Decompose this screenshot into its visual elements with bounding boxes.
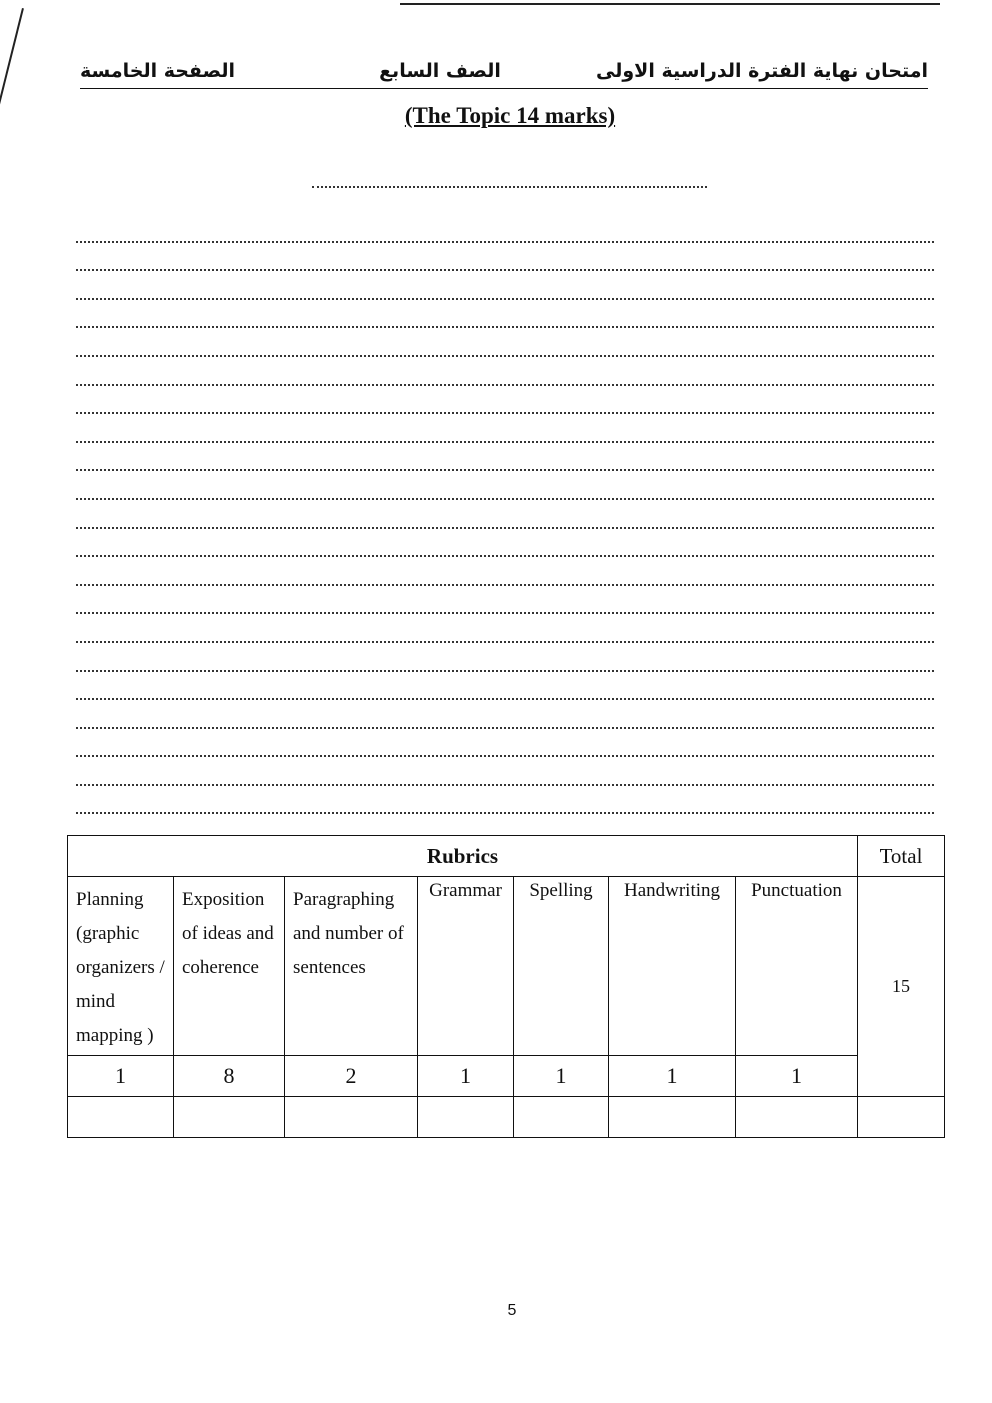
total-heading: Total xyxy=(858,836,945,877)
mark-punctuation: 1 xyxy=(736,1056,858,1097)
score-cell-grammar[interactable] xyxy=(418,1097,514,1138)
mark-spelling: 1 xyxy=(514,1056,609,1097)
total-value: 15 xyxy=(858,877,945,1097)
criterion-planning: Planning (graphic organizers / mind mapping ) xyxy=(68,877,174,1056)
criterion-paragraphing: Paragraphing and number of sentences xyxy=(285,877,418,1056)
writing-line[interactable] xyxy=(76,214,934,243)
writing-line[interactable] xyxy=(76,786,934,815)
score-cell-spelling[interactable] xyxy=(514,1097,609,1138)
writing-line[interactable] xyxy=(76,614,934,643)
mark-planning: 1 xyxy=(68,1056,174,1097)
scan-edge-left xyxy=(0,8,24,154)
mark-paragraphing: 2 xyxy=(285,1056,418,1097)
exam-title: امتحان نهاية الفترة الدراسية الاولى xyxy=(596,60,928,82)
page-number: 5 xyxy=(507,1302,517,1319)
mark-grammar: 1 xyxy=(418,1056,514,1097)
writing-line[interactable] xyxy=(76,328,934,357)
rubrics-table xyxy=(67,835,945,1138)
writing-line[interactable] xyxy=(76,300,934,329)
criterion-spelling: Spelling xyxy=(514,877,609,1056)
score-cell-exposition[interactable] xyxy=(174,1097,285,1138)
writing-line[interactable] xyxy=(76,557,934,586)
writing-line[interactable] xyxy=(76,672,934,701)
title-blank-line[interactable] xyxy=(312,168,707,188)
mark-handwriting: 1 xyxy=(609,1056,736,1097)
writing-line[interactable] xyxy=(76,243,934,272)
scan-edge-top xyxy=(400,3,940,5)
writing-line[interactable] xyxy=(76,500,934,529)
criterion-exposition: Exposition of ideas and coherence xyxy=(174,877,285,1056)
exam-header xyxy=(80,58,928,89)
writing-line[interactable] xyxy=(76,443,934,472)
writing-line[interactable] xyxy=(76,643,934,672)
writing-line[interactable] xyxy=(76,700,934,729)
mark-exposition: 8 xyxy=(174,1056,285,1097)
rubrics-heading: Rubrics xyxy=(68,836,858,877)
score-cell-handwriting[interactable] xyxy=(609,1097,736,1138)
writing-line[interactable] xyxy=(76,357,934,386)
writing-line[interactable] xyxy=(76,529,934,558)
writing-line[interactable] xyxy=(76,586,934,615)
writing-line[interactable] xyxy=(76,386,934,415)
criterion-punctuation: Punctuation xyxy=(736,877,858,1056)
writing-line[interactable] xyxy=(76,757,934,786)
score-cell-paragraphing[interactable] xyxy=(285,1097,418,1138)
score-cell-total[interactable] xyxy=(858,1097,945,1138)
grade-label: الصف السابع xyxy=(379,60,501,82)
score-cell-planning[interactable] xyxy=(68,1097,174,1138)
criterion-handwriting: Handwriting xyxy=(609,877,736,1056)
writing-line[interactable] xyxy=(76,729,934,758)
writing-area[interactable] xyxy=(76,214,934,814)
writing-line[interactable] xyxy=(76,271,934,300)
score-cell-punctuation[interactable] xyxy=(736,1097,858,1138)
topic-title: (The Topic 14 marks) xyxy=(404,103,616,128)
page-label: الصفحة الخامسة xyxy=(80,60,235,82)
writing-line[interactable] xyxy=(76,471,934,500)
criterion-grammar: Grammar xyxy=(418,877,514,1056)
writing-line[interactable] xyxy=(76,414,934,443)
